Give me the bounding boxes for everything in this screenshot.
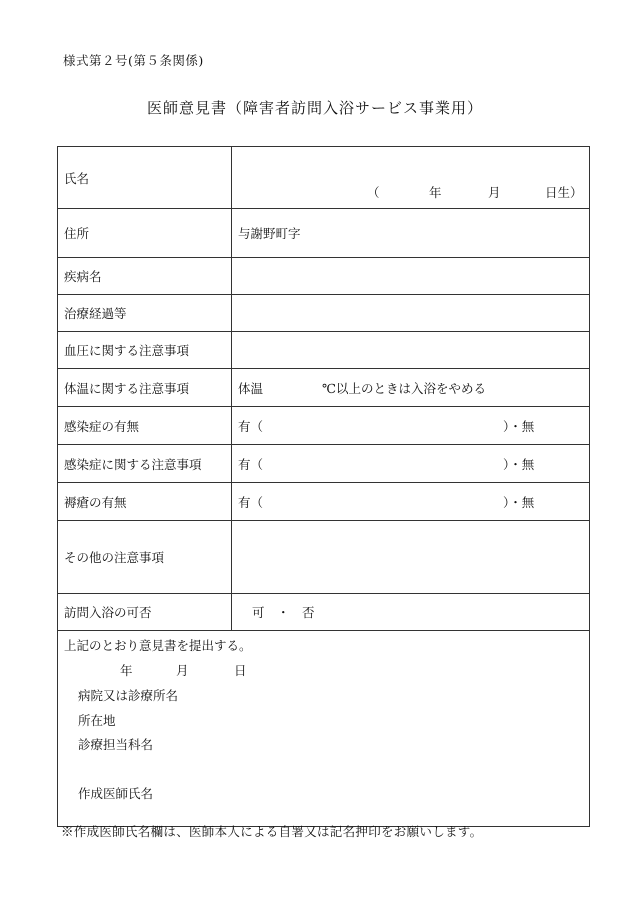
- disease-field[interactable]: [232, 258, 590, 295]
- temperature-prefix: 体温: [238, 380, 264, 396]
- label-infection: 感染症の有無: [58, 407, 232, 445]
- row-bedsore: [58, 483, 590, 521]
- footer-hospital-label: 病院又は診療所名: [78, 688, 179, 703]
- blood-pressure-field[interactable]: [232, 332, 590, 369]
- label-address: 住所: [58, 209, 232, 258]
- temperature-suffix: ℃以上のときは入浴をやめる: [322, 380, 486, 396]
- dob-month-label: 月: [488, 185, 501, 200]
- row-bath-ok: [58, 594, 590, 631]
- footer-statement: 上記のとおり意見書を提出する。: [64, 638, 252, 653]
- footer-location-label: 所在地: [78, 713, 116, 728]
- label-temperature: 体温に関する注意事項: [58, 369, 232, 407]
- infection-notes-field[interactable]: [232, 445, 590, 483]
- infection-field[interactable]: [232, 407, 590, 445]
- label-bedsore: 褥瘡の有無: [58, 483, 232, 521]
- temperature-field[interactable]: [232, 369, 590, 407]
- bedsore-field[interactable]: [232, 483, 590, 521]
- signature-note: ※作成医師氏名欄は、医師本人による自署又は記名押印をお願いします。: [61, 824, 483, 839]
- dob-day-label: 日生）: [545, 185, 583, 200]
- row-footer: [58, 631, 590, 827]
- row-blood-pressure: [58, 332, 590, 369]
- bedsore-yes: 有（: [238, 494, 264, 510]
- infection-no: ）・無: [503, 418, 535, 434]
- row-treatment: [58, 295, 590, 332]
- footer-cell: [58, 631, 590, 827]
- dob-year-label: 年: [429, 185, 442, 200]
- document-title: 医師意見書（障害者訪問入浴サービス事業用）: [146, 99, 483, 117]
- row-other: [58, 521, 590, 594]
- infection-notes-yes: 有（: [238, 456, 264, 472]
- infection-notes-no: ）・無: [503, 456, 535, 472]
- opinion-form-table: [57, 146, 590, 827]
- row-temperature: [58, 369, 590, 407]
- form-number: 様式第２号(第５条関係): [63, 53, 204, 68]
- footer-doctor-label: 作成医師氏名: [78, 786, 154, 801]
- address-field[interactable]: 与謝野町字: [232, 209, 590, 258]
- row-infection-notes: [58, 445, 590, 483]
- footer-month-label: 月: [176, 663, 189, 678]
- infection-yes: 有（: [238, 418, 264, 434]
- label-blood-pressure: 血圧に関する注意事項: [58, 332, 232, 369]
- bath-ok-options[interactable]: 可 ・ 否: [232, 594, 590, 631]
- row-name: [58, 147, 590, 209]
- label-disease: 疾病名: [58, 258, 232, 295]
- label-treatment: 治療経過等: [58, 295, 232, 332]
- treatment-field[interactable]: [232, 295, 590, 332]
- footer-year-label: 年: [120, 663, 133, 678]
- dob-paren-open: （: [367, 185, 380, 200]
- footer-department-label: 診療担当科名: [78, 737, 154, 752]
- other-field[interactable]: [232, 521, 590, 594]
- row-disease: [58, 258, 590, 295]
- row-infection: [58, 407, 590, 445]
- label-infection-notes: 感染症に関する注意事項: [58, 445, 232, 483]
- label-other: その他の注意事項: [58, 521, 232, 594]
- name-field[interactable]: [232, 147, 590, 209]
- bedsore-no: ）・無: [503, 494, 535, 510]
- label-bath-ok: 訪問入浴の可否: [58, 594, 232, 631]
- row-address: [58, 209, 590, 258]
- label-name: 氏名: [58, 147, 232, 209]
- footer-day-label: 日: [234, 663, 247, 678]
